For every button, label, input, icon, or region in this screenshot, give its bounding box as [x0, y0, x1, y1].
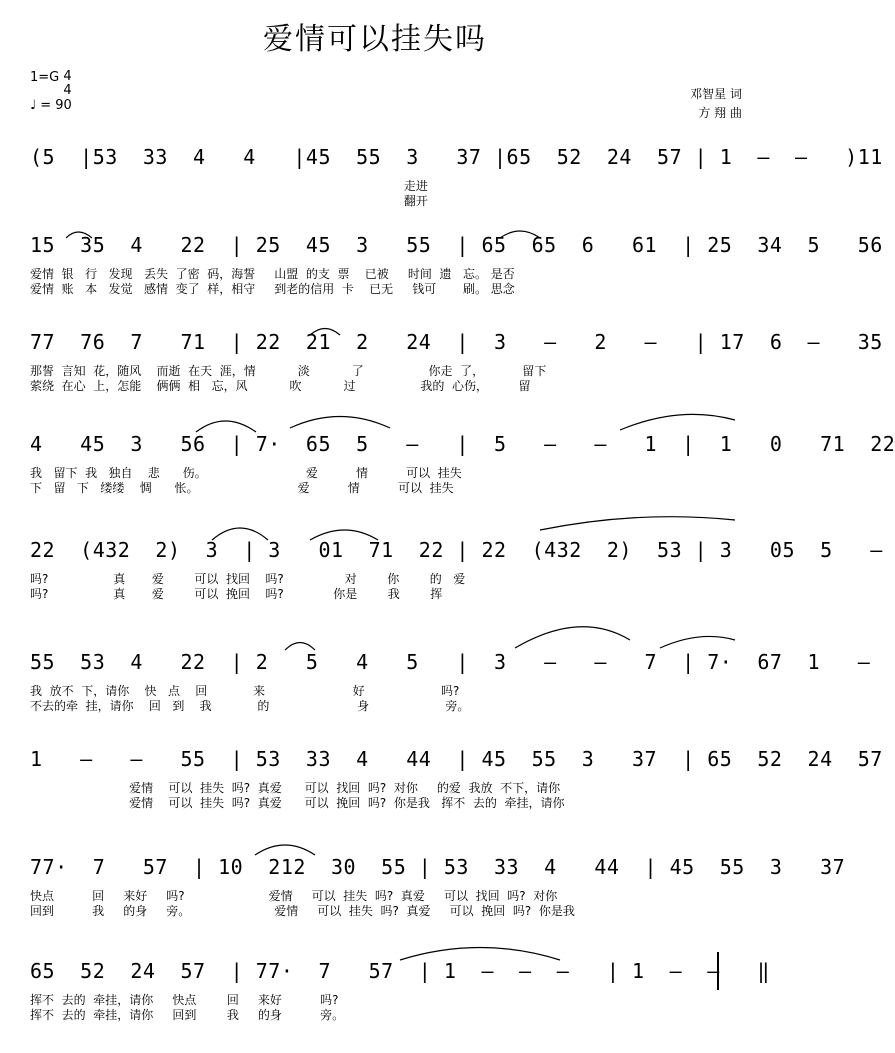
lyrics-verse-2: 爱情 可以 挂失 吗? 真爱 可以 挽回 吗? 你是我 挥不 去的 牵挂，请你 [30, 796, 565, 810]
lyrics-verse-1: 挥不 去的 牵挂，请你 快点 回 来好 吗? [30, 993, 339, 1007]
lyrics-verse-1: 我 放不 下，请你 快 点 回 来 好 吗? [30, 684, 460, 698]
lyrics-verse-2: 爱情 账 本 发觉 感情 变了 样，相守 到老的信用 卡 已无 钱可 刷。 思念 [30, 282, 515, 296]
note-row: 77 76 7 71 | 22 21 2 24 | 3 – 2 – | 17 6 – 35 [30, 330, 883, 354]
lyrics-verse-1: 快点 回 来好 吗? 爱情 可以 挂失 吗? 真爱 可以 找回 吗? 对你 [30, 889, 558, 903]
note-row: 1 – – 55 | 53 33 4 44 | 45 55 3 37 | 65 52 24 57 [30, 747, 883, 771]
note-row: 15 35 4 22 | 25 45 3 55 | 65 65 6 61 | 25 34 5 56 [30, 233, 883, 257]
slur [290, 417, 390, 429]
slur [285, 643, 315, 651]
slur [620, 414, 735, 430]
lyrics-verse-1: 我 留下 我 独自 悲 伤。 爱 情 可以 挂失 [30, 466, 462, 480]
slur [515, 627, 630, 648]
time-signature-bottom: 4 [63, 83, 72, 98]
lyrics-verse-2: 挥不 去的 牵挂，请你 回到 我 的身 旁。 [30, 1008, 345, 1022]
note-row: (5 |53 33 4 4 |45 55 3 37 |65 52 24 57 | 1 – – )11 [30, 145, 883, 169]
slur [660, 636, 735, 648]
note-row: 22 (432 2) 3 | 3 01 71 22 | 22 (432 2) 53 | 3 05 5 – [30, 538, 883, 562]
slur [196, 421, 256, 432]
composer-credit: 方 翔 曲 [698, 106, 742, 120]
lyricist-credit: 邓智星 词 [690, 87, 742, 101]
lyrics-verse-1: 吗? 真 爱 可以 找回 吗? 对 你 的 爱 [30, 572, 466, 586]
lyrics-verse-2: 不去的牵 挂，请你 回 到 我 的 身 旁。 [30, 699, 470, 713]
note-row: 65 52 24 57 | 77· 7 57 | 1 – – – | 1 – – ‖ [30, 959, 770, 983]
song-title: 爱情可以挂失吗 [263, 22, 487, 57]
tempo-marking: ♩ = 90 [30, 98, 72, 113]
lyrics-verse-2: 萦绕 在心 上，怎能 俩俩 相 忘，风 吹 过 我的 心伤， 留 [30, 379, 531, 393]
note-row: 55 53 4 22 | 2 5 4 5 | 3 – – 7 | 7· 67 1 – [30, 650, 871, 674]
key-and-tempo [30, 70, 72, 114]
note-row: 77· 7 57 | 10 212 30 55 | 53 33 4 44 | 45 55 3 37 [30, 855, 846, 879]
lyrics-verse-2: 回到 我 的身 旁。 爱情 可以 挂失 吗? 真爱 可以 挽回 吗? 你是我 [30, 904, 575, 918]
lyrics-verse-1: 那誓 言知 花，随风 而逝 在天 涯，情 淡 了 你走 了， 留下 [30, 364, 547, 378]
note-row: 4 45 3 56 | 7· 65 5 – | 5 – – 1 | 1 0 71 22 [30, 432, 895, 456]
lyrics-verse-2: 吗? 真 爱 可以 挽回 吗? 你是 我 挥 [30, 587, 443, 601]
lyrics-verse-1: 走进 [30, 179, 428, 193]
lyrics-verse-1: 爱情 银 行 发现 丢失 了密 码，海誓 山盟 的支 票 已被 时间 遗 忘。 是否 [30, 267, 515, 281]
time-signature [63, 70, 71, 98]
lyrics-verse-1: 爱情 可以 挂失 吗? 真爱 可以 找回 吗? 对你 的爱 我放 不下，请你 [30, 781, 561, 795]
key-signature: 1=G [30, 70, 60, 85]
slur [540, 517, 735, 530]
credits [690, 85, 742, 123]
time-signature-top: 4 [63, 69, 72, 84]
lyrics-verse-2: 翻开 [30, 194, 428, 208]
slur [255, 845, 315, 855]
lyrics-verse-2: 下 留 下 缕缕 惆 怅。 爱 情 可以 挂失 [30, 481, 454, 495]
